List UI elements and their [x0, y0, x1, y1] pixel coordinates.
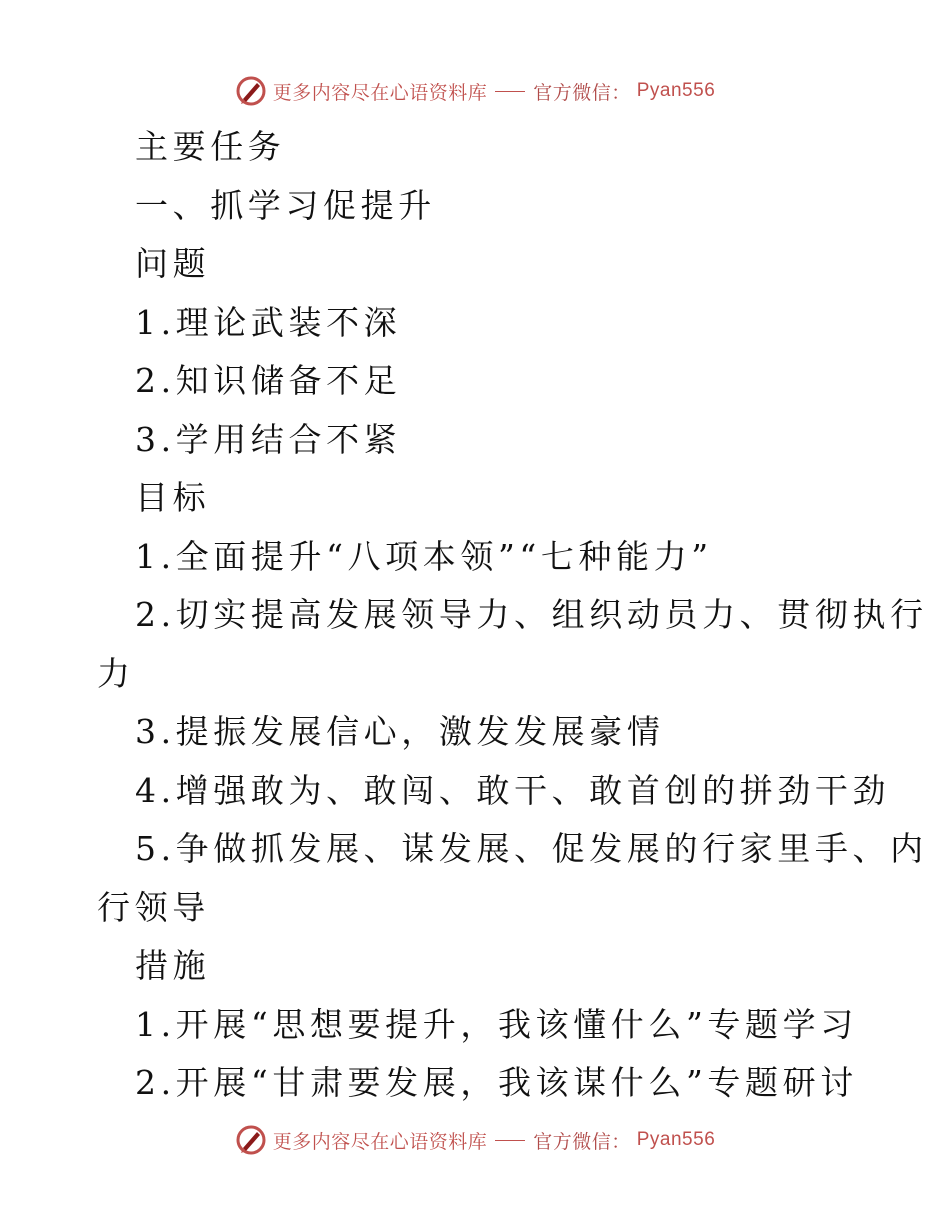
list-item: 5.争做抓发展、谋发展、促发展的行家里手、内 [135, 829, 928, 868]
list-item: 4.增强敢为、敢闯、敢干、敢首创的拼劲干劲 [135, 770, 891, 810]
category-heading-goals: 目标 [135, 478, 211, 517]
watermark-divider [495, 1140, 525, 1141]
list-item: 3.提振发展信心，激发发展豪情 [135, 712, 665, 751]
list-item-continuation: 力 [97, 653, 135, 693]
list-item: 1.开展“思想要提升，我该懂什么”专题学习 [135, 1004, 858, 1044]
watermark-official: 官方微信： [533, 1130, 631, 1153]
category-heading-measures: 措施 [135, 946, 211, 985]
watermark-official: 官方微信： [533, 81, 631, 104]
pen-logo-icon [235, 1124, 267, 1156]
list-item-continuation: 行领导 [97, 887, 210, 927]
list-item: 2.切实提高发展领导力、组织动员力、贯彻执行 [135, 595, 928, 634]
category-heading-problems: 问题 [135, 244, 211, 283]
header-watermark [0, 71, 950, 111]
list-item: 3.学用结合不紧 [135, 419, 402, 459]
list-item: 1.理论武装不深 [135, 302, 402, 342]
watermark-brand: 更多内容尽在心语资料库 [272, 81, 488, 104]
document-body [97, 118, 928, 1113]
watermark-divider [495, 91, 525, 92]
list-item: 2.知识储备不足 [135, 361, 402, 400]
subsection-heading: 一、抓学习促提升 [135, 185, 436, 225]
pen-logo-icon [235, 75, 267, 107]
watermark-wechat-id: Pyan556 [636, 80, 716, 101]
list-item: 1.全面提升“八项本领”“七种能力” [135, 536, 713, 576]
watermark-wechat-id: Pyan556 [636, 1129, 716, 1150]
watermark-brand: 更多内容尽在心语资料库 [272, 1130, 488, 1153]
section-heading: 主要任务 [135, 127, 286, 166]
list-item: 2.开展“甘肃要发展，我该谋什么”专题研讨 [135, 1063, 858, 1102]
footer-watermark [0, 1120, 950, 1160]
